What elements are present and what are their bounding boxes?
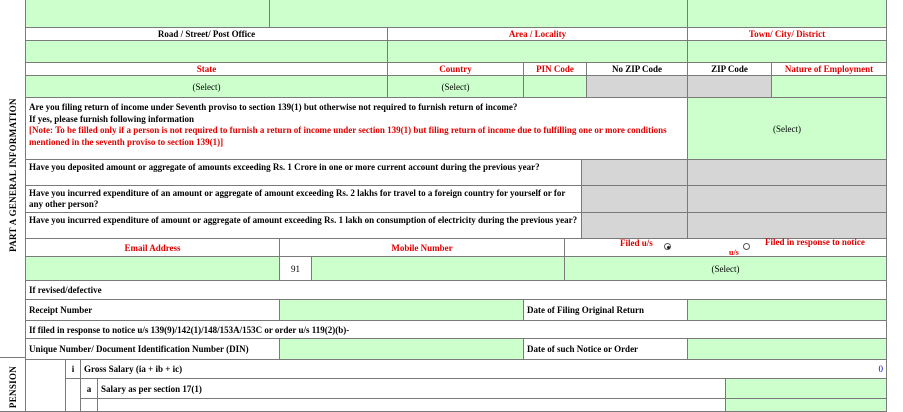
electricity-answer[interactable] xyxy=(582,213,688,239)
pension-label: PENSION xyxy=(8,365,18,409)
electricity-amount[interactable] xyxy=(688,213,887,239)
date-notice-label: Date of such Notice or Order xyxy=(524,339,688,360)
country-code: 91 xyxy=(280,257,312,281)
zip-label: ZIP Code xyxy=(688,63,772,76)
next-salary-input[interactable] xyxy=(726,399,887,412)
pension-sidebar xyxy=(0,358,26,412)
electricity-question: Have you incurred expenditure of amount or aggregate of amount exceeding Rs. 1 lakh on consumption of electricity during the previous year? xyxy=(26,213,582,239)
seventh-proviso-note: [Note: To be filled only if a person is not required to furnish a return of income under section 139(1) but filing return of income due to fulfilling one or more conditions mentioned in the seventh proviso to section 139(1)] xyxy=(29,125,667,147)
mobile-input[interactable] xyxy=(312,257,565,281)
area-input[interactable] xyxy=(388,41,688,63)
address-input-3[interactable] xyxy=(688,0,887,28)
state-select[interactable]: (Select) xyxy=(26,76,388,98)
part-a-label: PART A GENERAL INFORMATION xyxy=(8,98,18,252)
filed-response-radio[interactable] xyxy=(743,243,750,250)
address-input-1[interactable] xyxy=(26,0,270,28)
row-a-marker: a xyxy=(81,379,98,399)
seventh-proviso-question xyxy=(26,98,688,160)
part-a-sidebar xyxy=(0,0,26,358)
area-label: Area / Locality xyxy=(388,28,688,41)
seventh-proviso-q2: If yes, please furnish following information xyxy=(29,113,195,124)
employment-select[interactable] xyxy=(772,76,887,98)
gross-salary-label xyxy=(81,360,887,379)
gross-salary-value: 0 xyxy=(878,364,883,374)
receipt-input[interactable] xyxy=(280,300,524,321)
revised-heading: If revised/defective xyxy=(26,281,887,300)
gross-salary-text: Gross Salary (ia + ib + ic) xyxy=(84,364,183,374)
date-original-input[interactable] xyxy=(688,300,887,321)
deposit-amount[interactable] xyxy=(688,160,887,186)
nozip-label: No ZIP Code xyxy=(587,63,688,76)
row-b-marker xyxy=(81,399,98,412)
email-label: Email Address xyxy=(26,239,280,257)
address-input-2[interactable] xyxy=(270,0,688,28)
seventh-proviso-q1: Are you filing return of income under Seventh proviso to section 139(1) but otherwise not required to furnish return of income? xyxy=(29,102,518,112)
next-salary-label xyxy=(98,399,726,412)
pin-input[interactable] xyxy=(524,76,587,98)
deposit-answer[interactable] xyxy=(582,160,688,186)
notice-heading: If filed in response to notice u/s 139(9)/142(1)/148/153A/153C or order u/s 119(2)(b)- xyxy=(26,321,887,339)
travel-question: Have you incurred expenditure of an amount or aggregate of amount exceeding Rs. 2 lakhs for travel to a foreign country for yourself or for any other person? xyxy=(26,186,582,213)
salary-17-input[interactable] xyxy=(726,379,887,399)
receipt-label: Receipt Number xyxy=(26,300,280,321)
country-label: Country xyxy=(388,63,524,76)
town-label: Town/ City/ District xyxy=(688,28,887,41)
deposit-question: Have you deposited amount or aggregate of amounts exceeding Rs. 1 Crore in one or more current account during the previous year? xyxy=(26,160,582,186)
date-original-label: Date of Filing Original Return xyxy=(524,300,688,321)
mobile-label: Mobile Number xyxy=(280,239,565,257)
date-notice-input[interactable] xyxy=(688,339,887,360)
salary-subrow-gutter xyxy=(66,379,81,412)
filed-response-label: Filed in response to notice xyxy=(765,237,865,247)
filed-section-header xyxy=(565,239,887,257)
filed-us-label: Filed u/s xyxy=(620,238,653,248)
country-select[interactable]: (Select) xyxy=(388,76,524,98)
din-label: Unique Number/ Document Identification Number (DIN) xyxy=(26,339,280,360)
us-label: u/s xyxy=(729,248,739,257)
filed-us-select[interactable]: (Select) xyxy=(565,257,887,281)
town-input[interactable] xyxy=(688,41,887,63)
salary-17-label: Salary as per section 17(1) xyxy=(98,379,726,399)
employment-label: Nature of Employment xyxy=(772,63,887,76)
zip-input[interactable] xyxy=(688,76,772,98)
email-input[interactable] xyxy=(26,257,280,281)
filed-us-radio[interactable] xyxy=(664,243,671,250)
nozip-checkbox[interactable] xyxy=(587,76,688,98)
din-input[interactable] xyxy=(280,339,524,360)
salary-gutter xyxy=(26,360,66,412)
travel-amount[interactable] xyxy=(688,186,887,213)
seventh-proviso-select[interactable]: (Select) xyxy=(688,98,887,160)
travel-answer[interactable] xyxy=(582,186,688,213)
pin-label: PIN Code xyxy=(524,63,587,76)
state-label: State xyxy=(26,63,388,76)
road-input[interactable] xyxy=(26,41,388,63)
row-i-marker: i xyxy=(66,360,81,379)
road-label: Road / Street/ Post Office xyxy=(26,28,388,41)
